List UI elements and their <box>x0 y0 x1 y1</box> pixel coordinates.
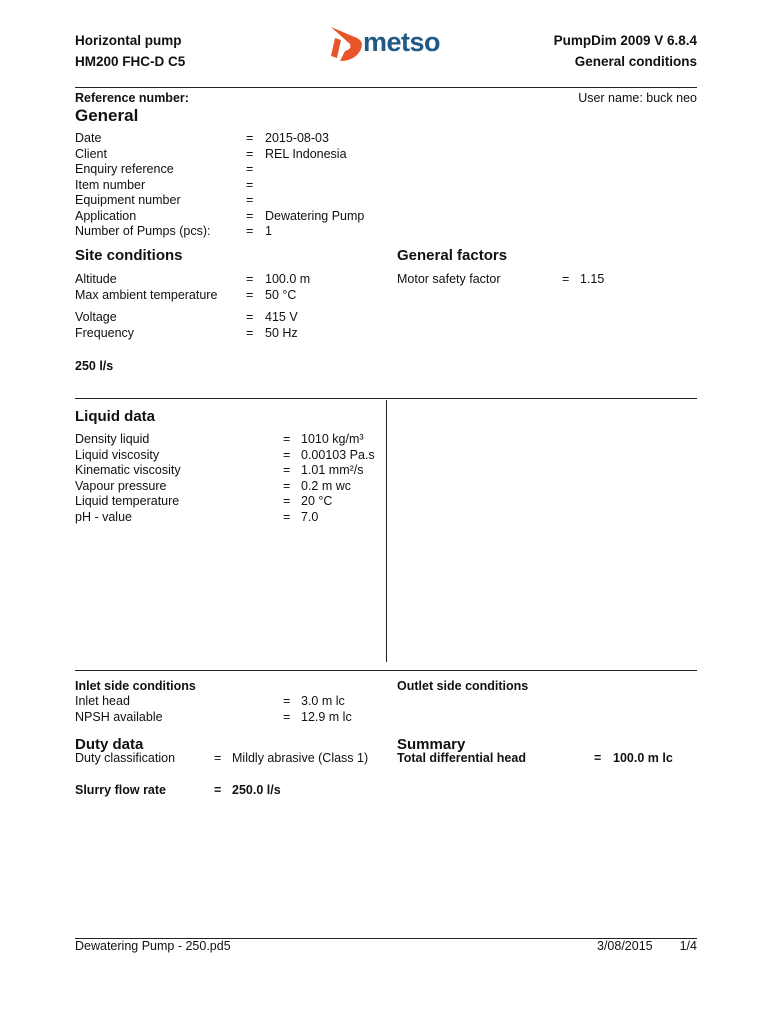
row-label: Equipment number <box>75 193 181 207</box>
row-eq: = <box>246 272 254 286</box>
row-eq: = <box>246 224 254 238</box>
row-label: Date <box>75 131 102 145</box>
site-conditions-title: Site conditions <box>75 247 183 264</box>
row-value: 7.0 <box>301 509 319 524</box>
section-divider <box>75 398 697 399</box>
row-label: NPSH available <box>75 710 163 724</box>
row-eq: = <box>283 478 291 493</box>
row-eq: = <box>283 447 291 462</box>
row-label: Voltage <box>75 310 117 324</box>
row-value: 3.0 m lc <box>301 694 345 708</box>
row-label: Inlet head <box>75 694 130 708</box>
row-value: REL Indonesia <box>265 146 347 161</box>
row-value: 50 °C <box>265 287 297 302</box>
reference-number-label: Reference number: <box>75 91 189 105</box>
duty-data-title: Duty data <box>75 736 144 753</box>
row-label: Client <box>75 146 107 161</box>
row-eq: = <box>246 287 254 302</box>
row-value: 2015-08-03 <box>265 131 329 145</box>
row-value: 250.0 l/s <box>232 783 281 797</box>
row-eq: = <box>246 208 254 223</box>
row-label: Motor safety factor <box>397 272 501 286</box>
row-label: Item number <box>75 177 146 192</box>
row-eq: = <box>246 162 254 176</box>
row-value: 12.9 m lc <box>301 710 352 724</box>
row-eq: = <box>283 494 291 508</box>
row-value: 1.01 mm²/s <box>301 463 364 477</box>
software-version: PumpDim 2009 V 6.8.4 <box>553 33 697 48</box>
summary-title: Summary <box>397 736 466 753</box>
row-label: Application <box>75 208 137 223</box>
row-label: Total differential head <box>397 751 526 765</box>
footer-page: 1/4 <box>679 939 697 953</box>
row-eq: = <box>283 694 291 708</box>
row-eq: = <box>562 272 570 286</box>
footer-filename: Dewatering Pump - 250.pd5 <box>75 939 231 953</box>
row-eq: = <box>214 783 222 797</box>
general-title: General <box>75 106 139 125</box>
row-label: Kinematic viscosity <box>75 463 181 477</box>
brand-name: metso <box>363 27 441 57</box>
row-label: Max ambient temperature <box>75 287 218 302</box>
footer-date: 3/08/2015 <box>597 939 653 953</box>
general-factors-title: General factors <box>397 247 508 264</box>
row-eq: = <box>214 751 222 765</box>
liquid-data-title: Liquid data <box>75 408 155 425</box>
row-value: 20 °C <box>301 494 333 508</box>
row-eq: = <box>246 193 254 207</box>
row-label: Density liquid <box>75 432 150 446</box>
row-label: Enquiry reference <box>75 162 174 176</box>
row-value: 0.00103 Pa.s <box>301 447 375 462</box>
outlet-title: Outlet side conditions <box>397 679 529 693</box>
column-divider <box>386 400 387 662</box>
row-label: pH - value <box>75 509 132 524</box>
row-eq: = <box>246 310 254 324</box>
row-eq: = <box>594 751 602 765</box>
row-eq: = <box>283 710 291 724</box>
row-label: Slurry flow rate <box>75 783 166 797</box>
product-type: Horizontal pump <box>75 33 182 48</box>
row-eq: = <box>283 463 291 477</box>
row-eq: = <box>246 146 254 161</box>
row-eq: = <box>283 432 291 446</box>
row-value: Mildly abrasive (Class 1) <box>232 751 369 765</box>
row-eq: = <box>246 131 254 145</box>
row-eq: = <box>246 325 254 340</box>
row-eq: = <box>283 509 291 524</box>
row-label: Number of Pumps (pcs): <box>75 224 211 238</box>
row-value: 50 Hz <box>265 325 298 340</box>
row-label: Vapour pressure <box>75 478 167 493</box>
document-title: General conditions <box>574 54 697 69</box>
row-label: Liquid viscosity <box>75 447 160 462</box>
row-value: 1.15 <box>580 272 605 286</box>
row-eq: = <box>246 177 254 192</box>
row-value: Dewatering Pump <box>265 208 365 223</box>
row-value: 100.0 m lc <box>613 751 673 765</box>
row-label: Frequency <box>75 325 135 340</box>
row-value: 1 <box>265 224 272 238</box>
pump-model: HM200 FHC-D C5 <box>75 54 186 69</box>
row-value: 0.2 m wc <box>301 478 352 493</box>
metso-mark-icon <box>327 24 367 64</box>
section-divider <box>75 670 697 671</box>
row-label: Liquid temperature <box>75 494 180 508</box>
row-label: Altitude <box>75 272 117 286</box>
user-name: User name: buck neo <box>578 91 697 105</box>
row-value: 415 V <box>265 310 298 324</box>
row-value: 1010 kg/m³ <box>301 432 364 446</box>
row-label: Duty classification <box>75 751 176 765</box>
inlet-title: Inlet side conditions <box>75 679 196 693</box>
header-divider <box>75 87 697 88</box>
flow-note: 250 l/s <box>75 359 114 373</box>
row-value: 100.0 m <box>265 272 311 286</box>
